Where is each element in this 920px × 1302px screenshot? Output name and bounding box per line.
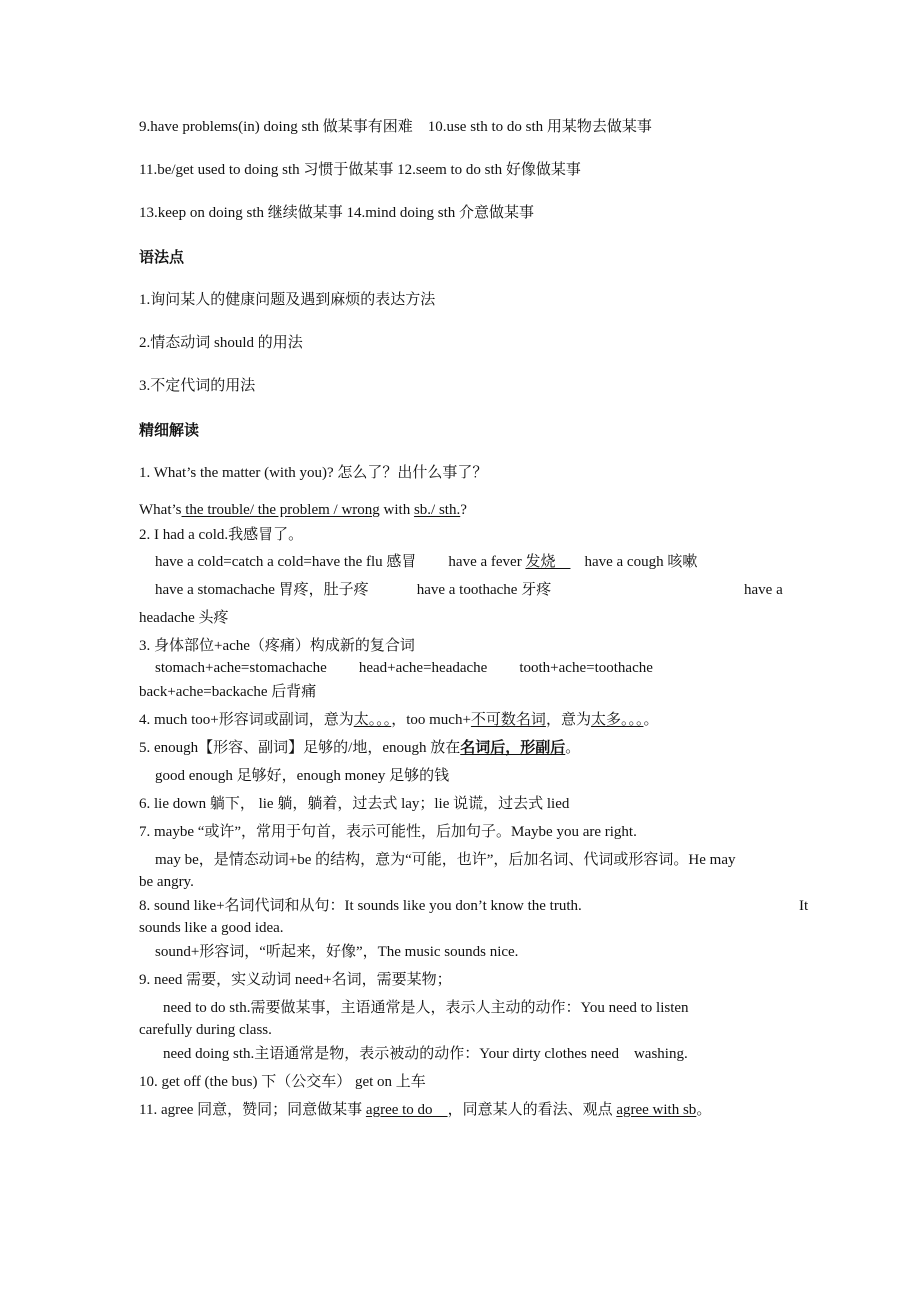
underlined-text: sb./ sth. [413,502,461,518]
grammar-item-2: 2.情态动词 should 的用法 [139,335,303,351]
text: 4. much too+形容词或副词，意为 [139,712,354,728]
phrase-line-11-12: 11.be/get used to doing sth 习惯于做某事 12.seem to do sth 好像做某事 [139,162,581,178]
underlined-text: 太。。。 [353,712,392,728]
text: ? [460,502,467,518]
point-2-line-a [155,552,697,572]
point-10: 10. get off (the bus) 下（公交车） get on 上车 [139,1074,426,1090]
text: What’s [139,502,182,518]
point-2-line-c: headache 头疼 [139,610,229,626]
text: 。 [696,1102,712,1118]
phrase-line-9-10: 9.have problems(in) doing sth 做某事有困难 10.use sth to do sth 用某物去做某事 [139,119,652,135]
point-7-line-b: be angry. [139,874,194,890]
point-9-line-b: carefully during class. [139,1022,272,1038]
underlined-text: agree to do [365,1102,448,1118]
underlined-bold-text: 名词后，形副后 [460,740,566,756]
text: tooth+ache=toothache [519,660,653,676]
text: with [379,502,414,518]
text: ，意为 [545,712,591,728]
underlined-text: agree with sb [616,1102,697,1118]
underlined-text: the trouble/ the problem / wrong [181,502,380,518]
point-8-end: It [799,898,809,914]
point-3-line-b: back+ache=backache 后背痛 [139,684,317,700]
text: have a fever [448,554,526,570]
underlined-text: 不可数名词 [470,712,546,728]
text: ，too much+ [391,712,471,728]
phrase-line-13-14: 13.keep on doing sth 继续做某事 14.mind doing sth 介意做某事 [139,205,534,221]
point-2-line-b [155,580,551,600]
point-9-line-c: need doing sth.主语通常是物，表示被动的动作：Your dirty clothes need washing. [163,1046,688,1062]
point-2-line-b-end: have a [744,582,783,598]
text: stomach+ache=stomachache [155,660,327,676]
underlined-text: 太多。。。 [590,712,644,728]
point-9: 9. need 需要，实义动词 need+名词，需要某物； [139,972,452,988]
grammar-heading: 语法点 [139,248,185,266]
point-3-line-a [155,658,653,678]
text: 11. agree 同意，赞同；同意做某事 [139,1102,366,1118]
text: have a cough 咳嗽 [584,554,698,570]
grammar-item-3: 3.不定代词的用法 [139,378,256,394]
point-7: 7. maybe “或许”，常用于句首，表示可能性，后加句子。Maybe you are right. [139,824,637,840]
point-5-example: good enough 足够好，enough money 足够的钱 [155,768,450,784]
point-5 [139,738,580,758]
text: have a toothache 牙疼 [416,582,552,598]
point-2: 2. I had a cold.我感冒了。 [139,527,304,543]
text: ，同意某人的看法、观点 [447,1102,617,1118]
point-9-line-a: need to do sth.需要做某事，主语通常是人，表示人主动的动作：You need to listen [163,1000,689,1016]
point-8-line-b: sounds like a good idea. [139,920,284,936]
point-4 [139,710,658,730]
text: have a stomachache 胃疼，肚子疼 [155,582,369,598]
grammar-item-1: 1.询问某人的健康问题及遇到麻烦的表达方法 [139,292,436,308]
text: 5. enough【形容、副词】足够的/地，enough 放在 [139,740,461,756]
point-7-line-a: may be，是情态动词+be 的结构，意为“可能，也许”，后加名词、代词或形容词。He may [155,852,736,868]
point-8-line-c: sound+形容词，“听起来，好像”，The music sounds nice. [155,944,519,960]
point-8: 8. sound like+名词代词和从句：It sounds like you don’t know the truth. [139,898,582,914]
text: 。 [643,712,659,728]
point-1: 1. What’s the matter (with you)? 怎么了？出什么事了？ [139,465,488,481]
text: head+ache=headache [358,660,488,676]
point-3: 3. 身体部位+ache（疼痛）构成新的复合词 [139,638,415,654]
underlined-text: 发烧 [525,554,571,570]
text: have a cold=catch a cold=have the flu 感冒 [155,554,417,570]
point-6: 6. lie down 躺下， lie 躺，躺着，过去式 lay；lie 说谎，过去式 lied [139,796,570,812]
detail-heading: 精细解读 [139,421,200,439]
point-1-variants [139,500,467,520]
text: 。 [565,740,581,756]
point-11 [139,1100,711,1120]
